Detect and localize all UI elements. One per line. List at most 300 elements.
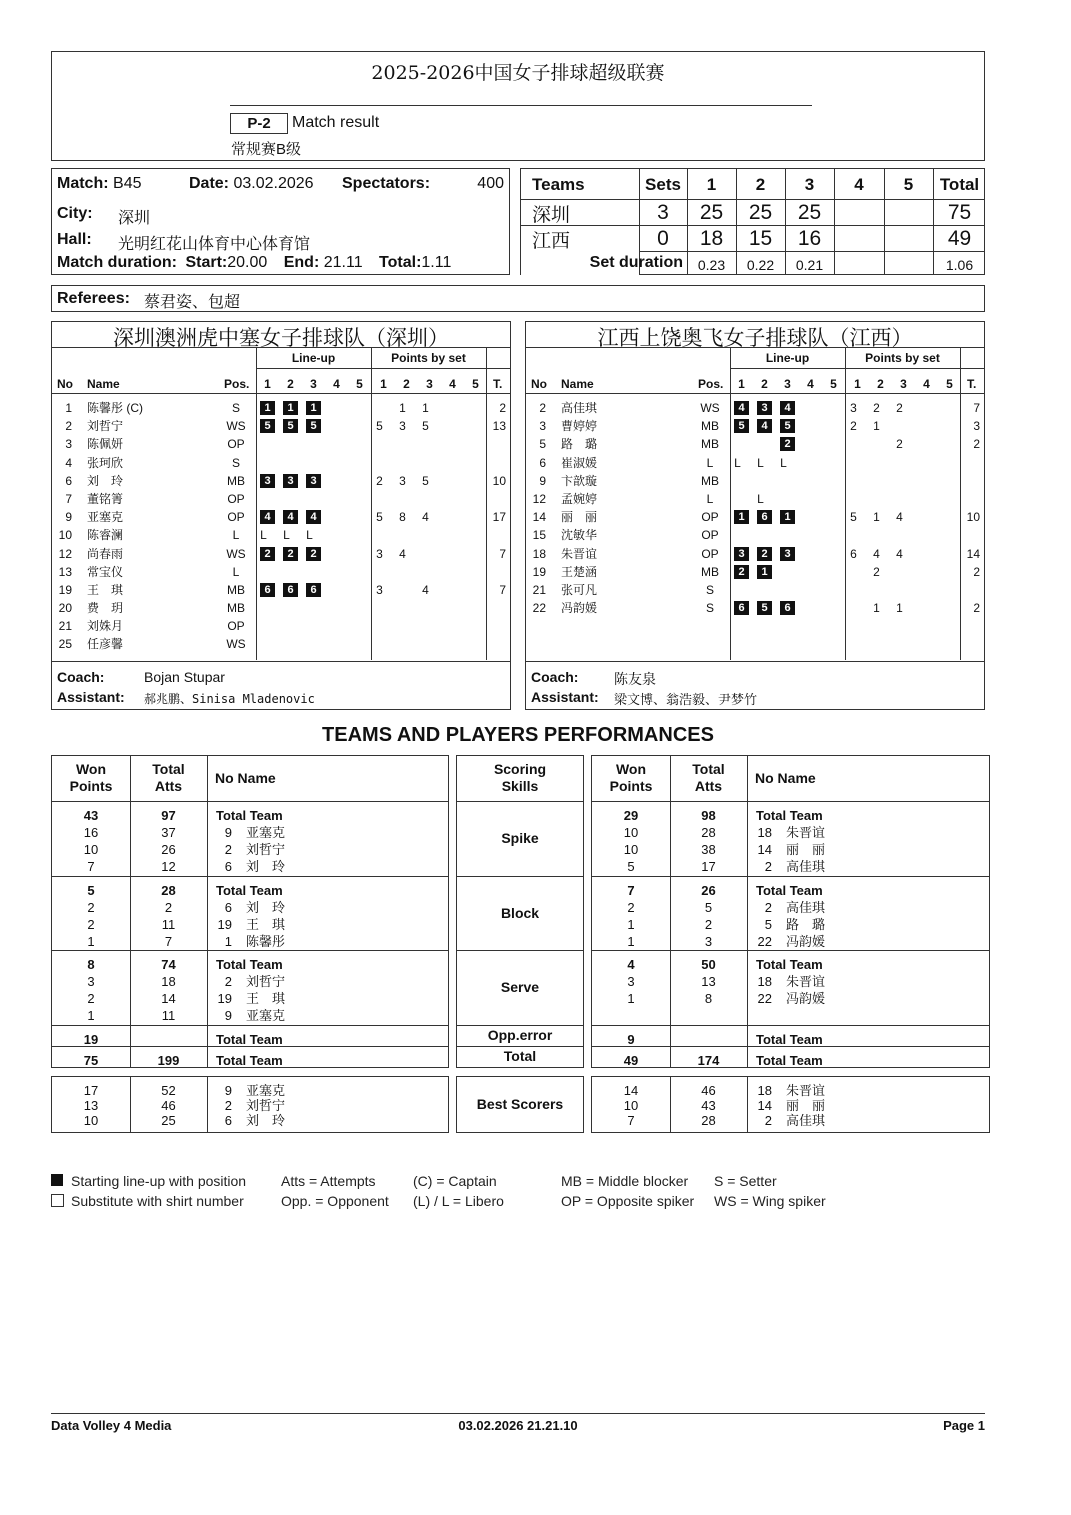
player-stat-row [52, 1007, 450, 1024]
lineup-position-box: 2 [260, 547, 275, 561]
team-total-row [52, 882, 450, 899]
team-b-col-pos: Pos. [698, 377, 724, 391]
player-number: 2 [764, 859, 772, 874]
set-points: 2 [376, 473, 383, 488]
total-attempts: 17 [701, 859, 716, 874]
points-set-number: 3 [900, 377, 907, 391]
lineup-position-box: 2 [757, 547, 772, 561]
points-set-number: 2 [877, 377, 884, 391]
legend [51, 1173, 951, 1213]
player-name: 刘哲宁 [87, 419, 124, 434]
team-b-player-row [526, 526, 986, 544]
performance-header [51, 755, 449, 802]
team-a-player-row [52, 435, 512, 453]
player-name: 任彦馨 [87, 637, 124, 652]
player-name: 刘姝月 [87, 619, 124, 634]
skill-total [456, 1046, 584, 1068]
lineup-position-box: 1 [283, 401, 298, 415]
team-b-name: 江西上饶奥飞女子排球队（江西） [597, 326, 913, 350]
lineup-set-number: 1 [264, 377, 271, 391]
player-number: 14 [757, 1098, 772, 1113]
team-a-coach: Bojan Stupar [144, 669, 225, 685]
player-number: 6 [224, 900, 232, 915]
player-number: 12 [532, 491, 546, 506]
set-points: 5 [376, 510, 383, 525]
player-number: 9 [224, 825, 232, 840]
won-points: 2 [87, 991, 95, 1006]
won-points: 2 [87, 917, 95, 932]
set-points: 3 [850, 401, 857, 415]
spectators-label: Spectators: [342, 175, 431, 192]
libero-mark: L [260, 528, 267, 543]
player-name: 陈睿澜 [87, 528, 124, 543]
lineup-position-box: 4 [757, 419, 772, 433]
legend-opp: Opp. = Opponent [281, 1193, 389, 1209]
player-position: L [232, 528, 240, 543]
player-name: Total Team [756, 1032, 823, 1047]
right-serve-cell [591, 950, 990, 1026]
no-name-header: No Name [215, 770, 276, 786]
total-attempts: 37 [161, 825, 176, 840]
player-number: 22 [757, 934, 772, 949]
set-points: 4 [422, 510, 429, 525]
total-attempts: 2 [164, 900, 173, 915]
lineup-position-box: 4 [306, 510, 321, 524]
referees-box [51, 285, 985, 312]
player-name: 董铭箐 [87, 491, 124, 506]
player-position: WS [700, 401, 720, 415]
player-number: 2 [764, 900, 772, 915]
left-total-rows [52, 1052, 450, 1069]
player-stat-row [52, 841, 450, 858]
team-a-assistant-label: Assistant: [57, 689, 125, 705]
won-points: 9 [627, 1032, 635, 1047]
player-name: 崔淑媛 [561, 455, 598, 470]
player-name: 刘 玲 [246, 900, 286, 915]
player-number: 6 [224, 1113, 232, 1128]
player-number: 14 [757, 842, 772, 857]
right-best-rows [592, 1083, 991, 1128]
total-attempts: 26 [161, 842, 176, 857]
team-b-col-name: Name [561, 377, 594, 391]
player-name: 亚塞克 [246, 1008, 286, 1023]
player-name: 王 琪 [246, 991, 286, 1006]
won-points: 2 [87, 900, 95, 915]
team-total-row [592, 882, 991, 899]
player-name: 刘 玲 [87, 473, 124, 488]
skill-block [456, 876, 584, 951]
end-value: 21.11 [323, 254, 363, 271]
total-attempts: 11 [161, 917, 176, 932]
legend-op: OP = Opposite spiker [561, 1193, 695, 1209]
player-position: MB [701, 564, 719, 579]
player-total-points: 13 [492, 419, 506, 434]
team-a-player-row [52, 490, 512, 508]
skill-serve [456, 950, 584, 1026]
start-label: Start: [185, 254, 228, 271]
won-points: 3 [87, 974, 95, 989]
header-box [51, 51, 985, 161]
set-points: 1 [399, 401, 406, 415]
skill-opp-error [456, 1025, 584, 1047]
team-b-player-row [526, 563, 986, 581]
team-b-player-row [526, 399, 986, 417]
won-points: 1 [627, 934, 635, 949]
player-name: 高佳琪 [786, 900, 826, 915]
team-total-row [52, 956, 450, 973]
player-name: 陈佩妍 [87, 437, 124, 452]
set-points: 1 [896, 601, 903, 616]
player-stat-row [592, 899, 991, 916]
player-position: S [705, 601, 714, 616]
set-points: 2 [850, 419, 857, 434]
no-name-header: No Name [755, 770, 816, 786]
player-position: WS [226, 546, 246, 561]
league-title: 2025-2026中国女子排球超级联赛 [371, 62, 665, 84]
set-points: 5 [422, 473, 429, 488]
libero-mark: L [306, 528, 313, 543]
won-points: 13 [83, 1098, 99, 1113]
lineup-position-box: 5 [283, 419, 298, 433]
lineup-position-box: 6 [780, 601, 795, 615]
team-b-player-row [526, 545, 986, 563]
skill-label: Best Scorers [476, 1095, 564, 1112]
team-b-player-row [526, 435, 986, 453]
team-a-player-row [52, 399, 512, 417]
player-position: OP [227, 491, 245, 506]
team-a-col-name: Name [87, 377, 120, 391]
player-position: MB [227, 582, 245, 597]
lineup-position-box: 2 [283, 547, 298, 561]
player-stat-row [52, 824, 450, 841]
lineup-position-box: 1 [757, 565, 772, 579]
points-set-number: 2 [403, 377, 410, 391]
set-duration-3: 0.21 [795, 257, 824, 273]
player-number: 6 [65, 473, 72, 488]
player-number: 2 [764, 1113, 772, 1128]
team-total-row [592, 956, 991, 973]
right-total-rows [592, 1052, 991, 1069]
player-total-points: 7 [973, 401, 980, 415]
player-number: 14 [532, 510, 546, 525]
player-number: 9 [224, 1008, 232, 1023]
team-a-player-row [52, 581, 512, 599]
lineup-position-box: 1 [260, 401, 275, 415]
column-divider [747, 756, 748, 801]
won-points: 2 [627, 900, 635, 915]
right-best-cell [591, 1076, 990, 1133]
lineup-position-box: 2 [734, 565, 749, 579]
substitute-box-icon [51, 1194, 64, 1207]
team-b-col-total: T. [967, 377, 977, 391]
won-points: 29 [623, 808, 639, 823]
player-stat-row [592, 916, 991, 933]
player-name: 亚塞克 [246, 1083, 286, 1098]
scoring-skills-label: Scoring Skills [493, 761, 547, 794]
score-b-set3: 16 [797, 227, 822, 250]
total-attempts: 3 [704, 934, 713, 949]
footer-page: Page 1 [943, 1418, 985, 1433]
footer-software: Data Volley 4 Media [51, 1418, 172, 1433]
lineup-position-box: 1 [780, 510, 795, 524]
libero-mark: L [757, 455, 764, 470]
player-name: Total Team [756, 808, 823, 823]
right-block-rows [592, 882, 991, 950]
date-label: Date: [189, 175, 230, 192]
team-total-row [52, 807, 450, 824]
won-points: 17 [83, 1083, 99, 1098]
player-number: 18 [757, 825, 772, 840]
player-name: 刘 玲 [246, 859, 286, 874]
player-name: 王楚涵 [561, 564, 598, 579]
date-row [189, 175, 314, 193]
legend-captain: (C) = Captain [413, 1173, 497, 1189]
player-name: 丽 丽 [561, 510, 598, 525]
player-name: 尚春雨 [87, 546, 124, 561]
player-name: 王 琪 [87, 582, 124, 597]
lineup-position-box: 3 [734, 547, 749, 561]
team-a-player-row [52, 563, 512, 581]
legend-starting: Starting line-up with position [71, 1173, 247, 1189]
team-a-player-row [52, 545, 512, 563]
player-name: 常宝仪 [87, 564, 124, 579]
player-name: 王 琪 [246, 917, 286, 932]
won-points: 7 [627, 1113, 635, 1128]
player-number: 25 [58, 637, 72, 652]
team-b-coach-label: Coach: [531, 669, 579, 685]
score-b-sets: 0 [657, 227, 669, 250]
total-attempts: 97 [161, 808, 176, 823]
team-a-player-row [52, 454, 512, 472]
won-points: 75 [83, 1053, 99, 1068]
legend-libero: (L) / L = Libero [413, 1193, 504, 1209]
player-number: 5 [539, 437, 546, 452]
won-points-header: Won Points [69, 761, 113, 794]
total-attempts: 18 [161, 974, 176, 989]
total-attempts: 46 [161, 1098, 176, 1113]
set-points: 6 [850, 546, 857, 561]
start-value: 20.00 [227, 254, 268, 271]
player-position: MB [701, 473, 719, 488]
set-points: 5 [376, 419, 383, 434]
set-points: 8 [399, 510, 406, 525]
player-name: 曹婷婷 [561, 419, 598, 434]
won-points: 49 [623, 1053, 639, 1068]
footer-timestamp: 03.02.2026 21.21.10 [458, 1418, 578, 1433]
player-name: 费 玥 [87, 601, 124, 616]
lineup-position-box: 5 [260, 419, 275, 433]
total-attempts: 98 [701, 808, 716, 823]
lineup-position-box: 1 [306, 401, 321, 415]
team-b-lineup-header: Line-up [765, 351, 810, 365]
player-position: L [706, 491, 714, 506]
referees-label: Referees: [57, 290, 130, 307]
player-name: 刘哲宁 [246, 1098, 286, 1113]
set-points: 1 [873, 601, 880, 616]
left-total-cell [51, 1046, 449, 1068]
team-a-player-row [52, 617, 512, 635]
player-total-points: 2 [973, 564, 980, 579]
team-b-player-row [526, 490, 986, 508]
player-stat-row [592, 1083, 991, 1098]
player-stat-row [52, 973, 450, 990]
won-points: 7 [87, 859, 95, 874]
skill-label: Block [500, 904, 540, 921]
won-points: 3 [627, 974, 635, 989]
player-position: OP [227, 437, 245, 452]
player-number: 2 [539, 401, 546, 415]
player-name: Total Team [216, 957, 283, 972]
team-b-player-list [526, 399, 986, 617]
match-label: Match: [57, 175, 109, 192]
legend-atts: Atts = Attempts [281, 1173, 376, 1189]
player-total-points: 7 [499, 546, 506, 561]
player-name: 冯韵媛 [561, 601, 598, 616]
player-position: OP [227, 510, 245, 525]
won-points: 7 [627, 883, 635, 898]
won-points: 10 [623, 825, 639, 840]
won-points: 4 [627, 957, 635, 972]
player-number: 10 [58, 528, 72, 543]
player-number: 6 [224, 859, 232, 874]
set-points: 5 [850, 510, 857, 525]
player-number: 2 [65, 419, 72, 434]
score-a-total: 75 [947, 201, 972, 224]
player-name: 卞歆璇 [561, 473, 598, 488]
player-name: 刘 玲 [246, 1113, 286, 1128]
player-position: WS [226, 637, 246, 652]
player-name: 冯韵媛 [786, 991, 826, 1006]
won-points-header: Won Points [609, 761, 653, 794]
lineup-position-box: 3 [757, 401, 772, 415]
team-total-row [52, 1052, 450, 1069]
player-number: 19 [217, 917, 232, 932]
total-attempts: 46 [701, 1083, 716, 1098]
team-a-roster [51, 321, 511, 710]
hall-label: Hall: [57, 231, 92, 248]
player-position: MB [227, 601, 245, 616]
set-points: 4 [873, 546, 880, 561]
player-total-points: 3 [973, 419, 980, 434]
set-duration-total: 1.06 [945, 257, 974, 273]
lineup-set-number: 2 [761, 377, 768, 391]
left-spike-rows [52, 807, 450, 875]
points-set-number: 5 [472, 377, 479, 391]
lineup-set-number: 4 [807, 377, 814, 391]
points-set-number: 4 [449, 377, 456, 391]
total-attempts: 12 [161, 859, 176, 874]
player-position: OP [227, 619, 245, 634]
total-attempts: 11 [161, 1008, 176, 1023]
player-position: OP [701, 528, 719, 543]
total-attempts: 199 [157, 1053, 180, 1068]
team-b-player-row [526, 508, 986, 526]
lineup-position-box: 6 [757, 510, 772, 524]
total-attempts: 2 [704, 917, 713, 932]
team-b-roster [525, 321, 985, 710]
lineup-position-box: 5 [306, 419, 321, 433]
team-a-col-pos: Pos. [224, 377, 250, 391]
won-points: 16 [83, 825, 99, 840]
team-b-player-row [526, 417, 986, 435]
right-block-cell [591, 876, 990, 951]
team-b-col-no: No [531, 377, 547, 391]
player-stat-row [592, 858, 991, 875]
player-number: 9 [539, 473, 546, 488]
player-number: 20 [58, 601, 72, 616]
player-stat-row [52, 1098, 450, 1113]
player-total-points: 2 [973, 437, 980, 452]
player-stat-row [592, 841, 991, 858]
match-no: B45 [113, 175, 142, 192]
lineup-position-box: 4 [260, 510, 275, 524]
set-duration-label: Set duration [589, 254, 683, 271]
won-points: 5 [627, 859, 635, 874]
player-name: 张珂欣 [87, 455, 124, 470]
legend-mb: MB = Middle blocker [561, 1173, 689, 1189]
player-name: 朱晋谊 [561, 546, 598, 561]
match-no-row [57, 175, 141, 193]
won-points: 1 [87, 934, 95, 949]
referees-names: 蔡君姿、包超 [144, 294, 241, 311]
footer-rule [51, 1413, 985, 1414]
set-points: 4 [896, 510, 903, 525]
legend-ws: WS = Wing spiker [714, 1193, 826, 1209]
won-points: 10 [623, 842, 639, 857]
player-position: MB [701, 437, 719, 452]
team-a-coach-label: Coach: [57, 669, 105, 685]
player-stat-row [592, 933, 991, 950]
team-a-lineup-header: Line-up [291, 351, 336, 365]
lineup-position-box: 5 [780, 419, 795, 433]
lineup-position-box: 1 [734, 510, 749, 524]
player-name: Total Team [756, 957, 823, 972]
player-position: L [232, 564, 240, 579]
player-number: 1 [65, 401, 72, 415]
won-points: 1 [87, 1008, 95, 1023]
player-total-points: 7 [499, 582, 506, 597]
score-b-total: 49 [947, 227, 972, 250]
player-number: 19 [532, 564, 546, 579]
team-b-assistant-label: Assistant: [531, 689, 599, 705]
player-name: 路 璐 [561, 437, 598, 452]
team-b-player-row [526, 581, 986, 599]
total-attempts: 13 [701, 974, 716, 989]
score-header-set5: 5 [903, 175, 914, 194]
stage-label: 常规赛B级 [231, 141, 302, 158]
player-number: 19 [58, 582, 72, 597]
match-info-box [51, 168, 510, 275]
set-points: 3 [399, 419, 406, 434]
left-serve-rows [52, 956, 450, 1024]
player-name: 陈馨彤 [246, 934, 286, 949]
score-header-set1: 1 [706, 175, 717, 194]
player-name: Total Team [756, 883, 823, 898]
score-header-set4: 4 [854, 175, 864, 194]
right-serve-rows [592, 956, 991, 1007]
player-name: Total Team [216, 1053, 283, 1068]
player-total-points: 2 [499, 401, 506, 415]
set-points: 1 [873, 510, 880, 525]
skill-best-scorers [456, 1076, 584, 1133]
player-stat-row [52, 916, 450, 933]
player-name: 高佳琪 [561, 401, 598, 415]
lineup-set-number: 2 [287, 377, 294, 391]
city-value: 深圳 [118, 210, 151, 227]
set-points: 4 [399, 546, 406, 561]
total-attempts: 38 [701, 842, 716, 857]
player-number: 13 [58, 564, 72, 579]
